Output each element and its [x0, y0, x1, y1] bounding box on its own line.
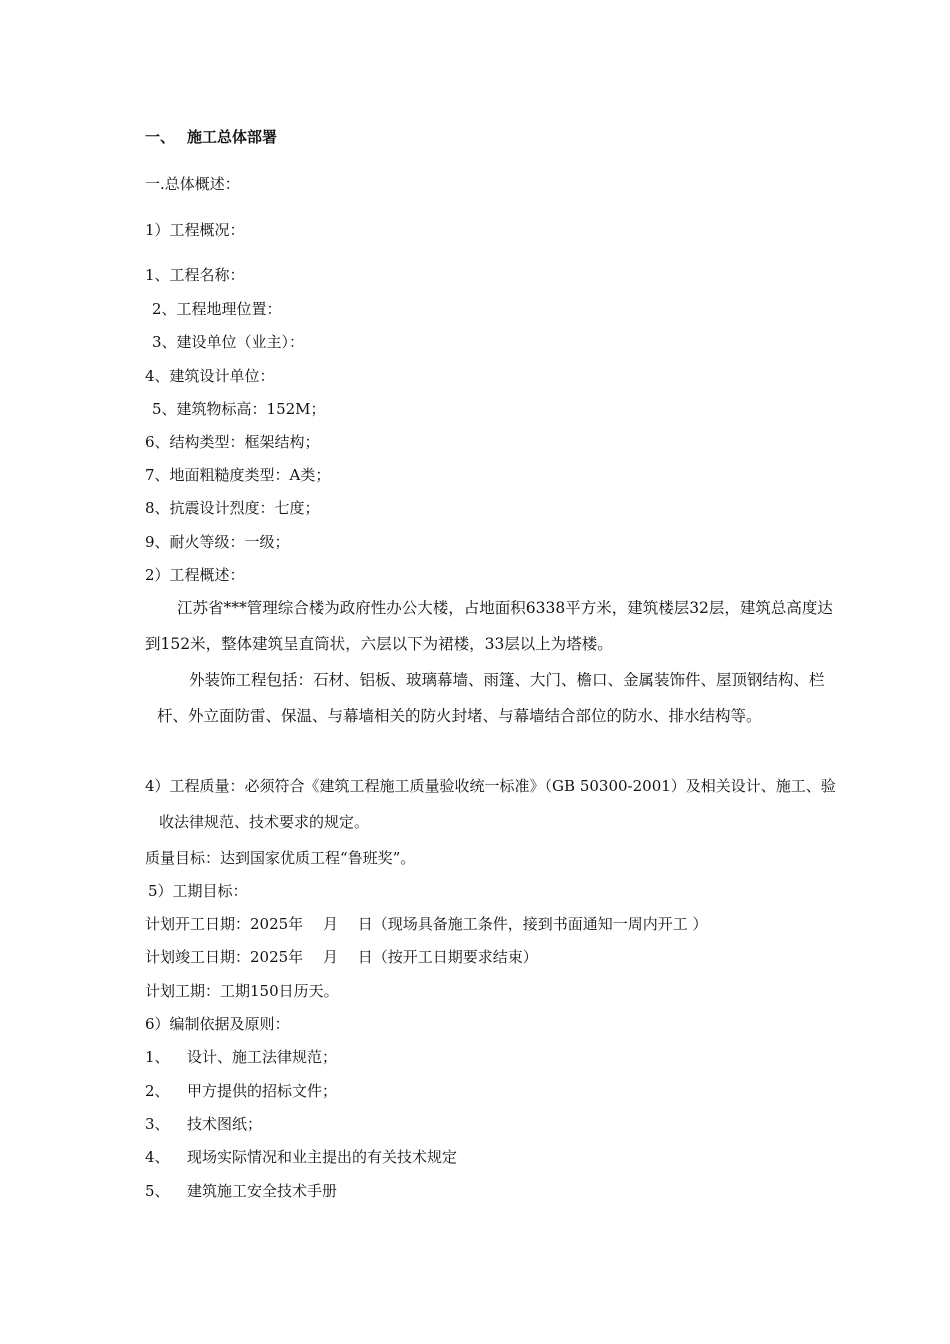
- item-fire-rating: 9、耐火等级：一级；: [145, 533, 290, 551]
- basis-item-number: 1、: [145, 1048, 170, 1066]
- project-summary-heading: 2）工程概述：: [145, 566, 245, 584]
- project-status-heading: 1）工程概况：: [145, 221, 245, 239]
- basis-item: [145, 1081, 337, 1101]
- item-seismic-intensity: 8、抗震设计烈度：七度；: [145, 499, 320, 517]
- basis-item: [145, 1147, 457, 1167]
- quality-requirement: 4）工程质量：必须符合《建筑工程施工质量验收统一标准》（GB 50300-2001）及相关设计、施工、验收法律规范、技术要求的规定。: [145, 777, 836, 831]
- summary-paragraph: 江苏省***管理综合楼为政府性办公大楼，占地面积6338平方米，建筑楼层32层，建筑总高度达到152米，整体建筑呈直筒状，六层以下为裙楼，33层以上为塔楼。: [145, 599, 833, 653]
- item-designer: 4、建筑设计单位：: [145, 367, 275, 385]
- section-heading-number: 一、: [145, 128, 176, 146]
- planned-start-date: 计划开工日期：2025年 月 日（现场具备施工条件，接到书面通知一周内开工 ）: [145, 915, 708, 933]
- section-heading: [145, 127, 277, 147]
- basis-item-number: 2、: [145, 1082, 170, 1100]
- basis-item-number: 4、: [145, 1148, 170, 1166]
- quality-target: 质量目标：达到国家优质工程“鲁班奖”。: [145, 849, 416, 867]
- basis-item-number: 3、: [145, 1115, 170, 1133]
- overview-heading: 一.总体概述：: [145, 175, 240, 193]
- basis-item-text: 甲方提供的招标文件；: [187, 1082, 338, 1100]
- basis-item-text: 现场实际情况和业主提出的有关技术规定: [187, 1148, 458, 1166]
- basis-item: [145, 1047, 337, 1067]
- item-location: 2、工程地理位置：: [152, 300, 282, 318]
- schedule-heading: 5）工期目标：: [148, 882, 248, 900]
- basis-item-text: 设计、施工法律规范；: [187, 1048, 338, 1066]
- basis-item: [145, 1181, 337, 1201]
- basis-item-number: 5、: [145, 1182, 170, 1200]
- basis-item-text: 技术图纸；: [187, 1115, 263, 1133]
- item-project-name: 1、工程名称：: [145, 266, 245, 284]
- basis-heading: 6）编制依据及原则：: [145, 1015, 290, 1033]
- section-heading-title: 施工总体部署: [187, 128, 278, 146]
- facade-scope-paragraph: 外装饰工程包括：石材、铝板、玻璃幕墙、雨篷、大门、檐口、金属装饰件、屋顶钢结构、栏杆、外立面防雷、保温、与幕墙相关的防火封堵、与幕墙结合部位的防水、排水结构等。: [157, 671, 825, 725]
- basis-item-text: 建筑施工安全技术手册: [187, 1182, 338, 1200]
- planned-finish-date: 计划竣工日期：2025年 月 日（按开工日期要求结束）: [145, 948, 538, 966]
- item-building-height: 5、建筑物标高：152M；: [152, 400, 326, 418]
- item-structure-type: 6、结构类型：框架结构；: [145, 433, 320, 451]
- planned-duration: 计划工期：工期150日历天。: [145, 982, 339, 1000]
- item-owner: 3、建设单位（业主）：: [152, 333, 305, 351]
- item-ground-roughness: 7、地面粗糙度类型：A类；: [145, 466, 331, 484]
- basis-item: [145, 1114, 262, 1134]
